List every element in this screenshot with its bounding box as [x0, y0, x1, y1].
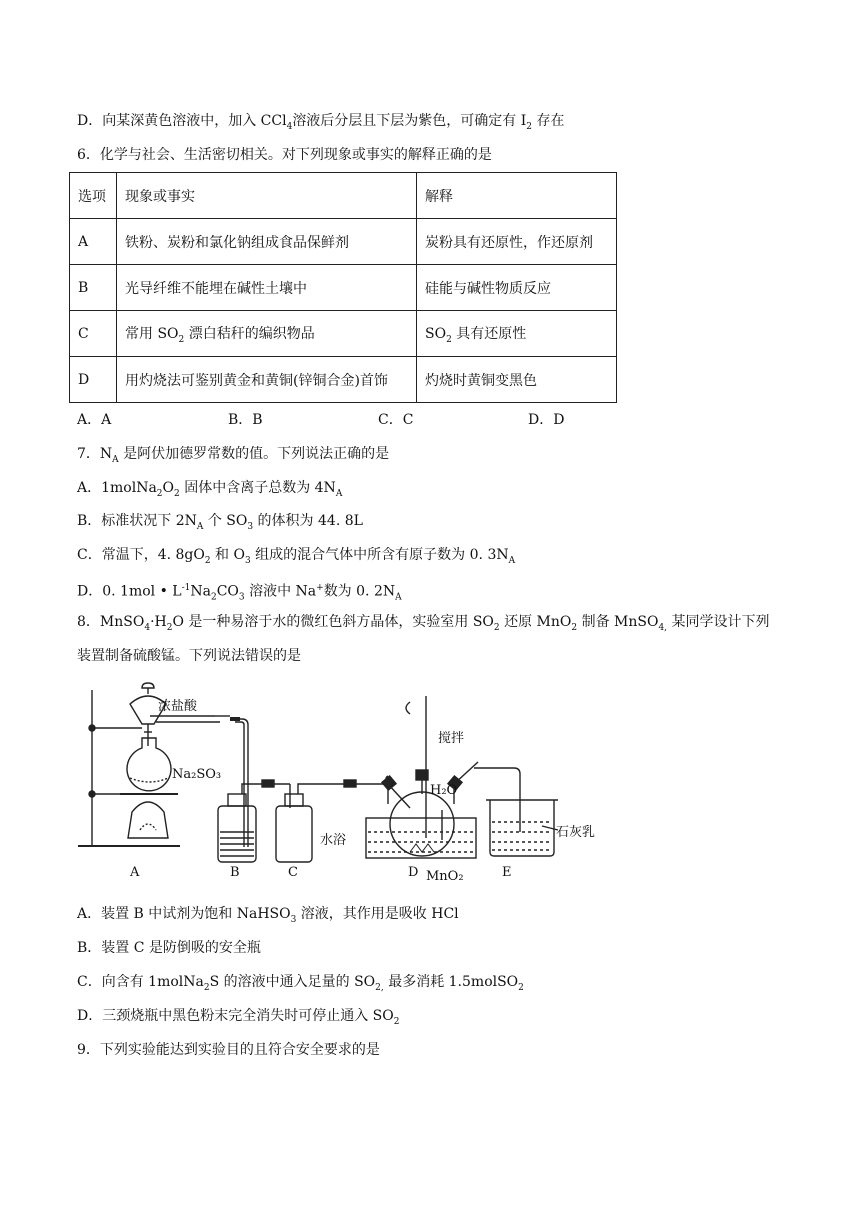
- q8-option-c: C．向含有 1molNa$_2$S 的溶液中通入足量的 $SO_{2,}$ 最多消耗 1.5molSO$_2$: [77, 974, 524, 993]
- q8-stem-line2: 装置制备硫酸锰。下列说法错误的是: [77, 648, 301, 664]
- table-header-row: [70, 173, 617, 219]
- apparatus-diagram: [70, 682, 610, 882]
- q6-stem: 6．化学与社会、生活密切相关。对下列现象或事实的解释正确的是: [77, 147, 492, 163]
- q6-table: [69, 172, 617, 403]
- label-apparatus-d: D: [408, 865, 419, 880]
- row-fact: 用灼烧法可鉴别黄金和黄铜(锌铜合金)首饰: [117, 357, 417, 403]
- q8-option-a: A．装置 B 中试剂为饱和 NaHSO$_3$ 溶液，其作用是吸收 HCl: [77, 906, 459, 925]
- q6-choice-a: A．A: [77, 412, 112, 428]
- row-explanation: 灼烧时黄铜变黑色: [417, 357, 617, 403]
- label-conc-hcl: 浓盐酸: [158, 699, 198, 714]
- q9-stem: 9．下列实验能达到实验目的且符合安全要求的是: [77, 1042, 380, 1058]
- label-apparatus-a: A: [130, 865, 140, 880]
- label-apparatus-e: E: [502, 865, 512, 880]
- q8-option-d: D．三颈烧瓶中黑色粉末完全消失时可停止通入 $SO_2$: [77, 1008, 400, 1027]
- q6-choice-d: D．D: [528, 412, 565, 428]
- q7-option-a: A．$1molNa_2O_2$ 固体中含离子总数为 $4N_A$: [77, 480, 343, 499]
- label-apparatus-b: B: [230, 865, 240, 880]
- apparatus-b: [218, 780, 290, 862]
- table-row: [70, 219, 617, 265]
- q8-stem-line1: 8．$MnSO_4\cdot H_2O$ 是一种易溶于水的微红色斜方晶体，实验室用 $SO_2$ 还原 MnO$_2$ 制备 MnSO$_{4,}$ 某同学设计下列: [77, 614, 770, 633]
- label-na2so3: Na₂SO₃: [172, 767, 222, 782]
- row-option: D: [70, 357, 117, 403]
- row-explanation: 硅能与碱性物质反应: [417, 265, 617, 311]
- row-explanation: $SO_2$ 具有还原性: [417, 311, 617, 357]
- q8-option-b: B．装置 C 是防倒吸的安全瓶: [77, 940, 261, 956]
- row-fact: 常用 $SO_2$ 漂白秸秆的编织物品: [117, 311, 417, 357]
- label-lime-milk: 石灰乳: [556, 825, 596, 840]
- label-mno2: MnO₂: [426, 869, 464, 882]
- q7-option-b: B．标准状况下 $2N_A$ 个 $SO_3$ 的体积为 44. 8L: [77, 513, 363, 532]
- label-apparatus-c: C: [288, 865, 298, 880]
- row-option: B: [70, 265, 117, 311]
- row-explanation: 炭粉具有还原性，作还原剂: [417, 219, 617, 265]
- q6-choice-b: B．B: [228, 412, 263, 428]
- table-row: [70, 311, 617, 357]
- q7-option-d: D．0. 1mol • $L^{-1}Na_2CO_3$ 溶液中 Na+数为 0. $2N_A$: [77, 583, 402, 603]
- label-water: H₂O: [430, 783, 458, 798]
- q7-stem: 7．$N_A$ 是阿伏加德罗常数的值。下列说法正确的是: [77, 446, 390, 465]
- header-fact: 现象或事实: [117, 173, 417, 219]
- apparatus-e: [486, 800, 558, 856]
- q7-option-c: C．常温下，4. $8gO_2$ 和 $O_3$ 组成的混合气体中所含有原子数为 0. $3N_A$: [77, 547, 516, 566]
- table-row: [70, 265, 617, 311]
- header-option: 选项: [70, 173, 117, 219]
- header-explanation: 解释: [417, 173, 617, 219]
- q6-choice-c: C．C: [378, 412, 414, 428]
- label-stir: 搅拌: [438, 731, 465, 746]
- row-fact: 光导纤维不能埋在碱性土壤中: [117, 265, 417, 311]
- label-water-bath: 水浴: [320, 833, 347, 848]
- q5-option-d: D．向某深黄色溶液中，加入 CCl$_4$溶液后分层且下层为紫色，可确定有 $I_2$ 存在: [77, 113, 565, 132]
- table-row: [70, 357, 617, 403]
- row-option: A: [70, 219, 117, 265]
- row-fact: 铁粉、炭粉和氯化钠组成食品保鲜剂: [117, 219, 417, 265]
- apparatus-d: [366, 696, 478, 858]
- apparatus-c: [276, 780, 388, 862]
- row-option: C: [70, 311, 117, 357]
